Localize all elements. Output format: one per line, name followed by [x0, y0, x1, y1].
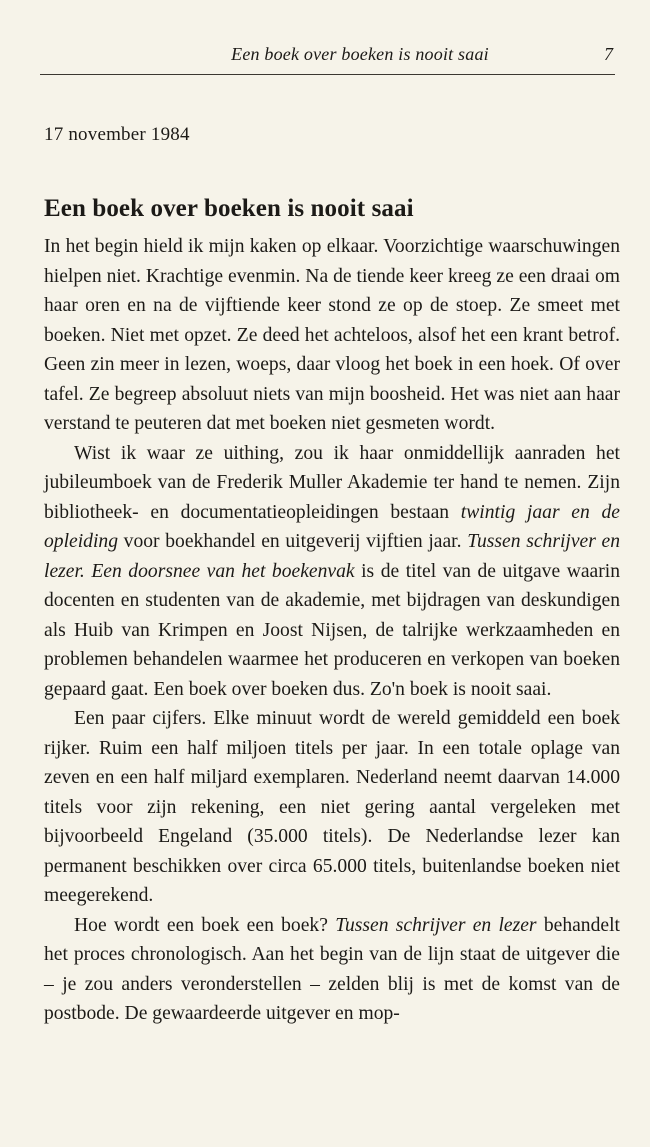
paragraph: [44, 439, 620, 705]
header-rule: [40, 74, 615, 75]
article-body: [44, 232, 620, 1029]
italic-run: twintig jaar en de opleiding: [44, 501, 620, 552]
text-run: Hoe wordt een boek een boek?: [74, 914, 336, 936]
paragraph: [44, 232, 620, 439]
text-run: behandelt het proces chronologisch. Aan het begin van de lijn staat de uitgever die – je zou anders veronderstellen – zelden blij is met de komst van de postbode. De gewaardeerde uitgever en mop-: [44, 914, 620, 1024]
text-run: is de titel van de uitgave waarin docenten en studenten van de akademie, met bijdragen van deskundigen als Huib van Krimpen en Joost Nijsen, de talrijke werkzaamheden en problemen behandelen waarmee het produceren en verkopen van boeken gepaard gaat. Een boek over boeken dus. Zo'n boek is nooit saai.: [44, 560, 621, 700]
italic-run: Tussen schrijver en lezer. Een doorsnee van het boekenvak: [44, 531, 620, 582]
running-head: [40, 44, 615, 74]
paragraph: [44, 704, 620, 911]
running-title: Een boek over boeken is nooit saai: [231, 44, 489, 64]
text-run: voor boekhandel en uitgeverij vijftien jaar.: [118, 531, 468, 552]
text-run: Wist ik waar ze uithing, zou ik haar onmiddellijk aanraden het jubileumboek van de Frederik Muller Akademie ter hand te nemen. Zijn bibliotheek- en documentatieopleidingen bestaan: [44, 442, 620, 523]
article-date: 17 november 1984: [44, 124, 190, 145]
article-title: Een boek over boeken is nooit saai: [44, 194, 414, 222]
text-run: Een paar cijfers. Elke minuut wordt de wereld gemiddeld een boek rijker. Ruim een half miljoen titels per jaar. In een totale oplage van zeven en een half miljard exemplaren. Nederland neemt daarvan 14.000 titels voor zijn rekening, een niet gering aantal vergeleken met bijvoorbeeld Engeland (35.000 titels). De Nederlandse lezer kan permanent beschikken over circa 65.000 titels, buitenlandse boeken niet meegerekend.: [44, 708, 620, 906]
text-run: In het begin hield ik mijn kaken op elkaar. Voorzichtige waarschuwingen hielpen niet. Krachtige evenmin. Na de tiende keer kreeg ze een draai om haar oren en na de vijftiende keer stond ze op de stoep. Ze smeet met boeken. Niet met opzet. Ze deed het achteloos, alsof het een krant betrof. Geen zin meer in lezen, woeps, daar vloog het boek in een hoek. Of over tafel. Ze begreep absoluut niets van mijn boosheid. Het was niet aan haar verstand te peuteren dat met boeken niet gesmeten wordt.: [44, 236, 620, 434]
paragraph: [44, 911, 620, 1029]
italic-run: Tussen schrijver en lezer: [335, 914, 537, 936]
page-number: 7: [604, 44, 613, 64]
